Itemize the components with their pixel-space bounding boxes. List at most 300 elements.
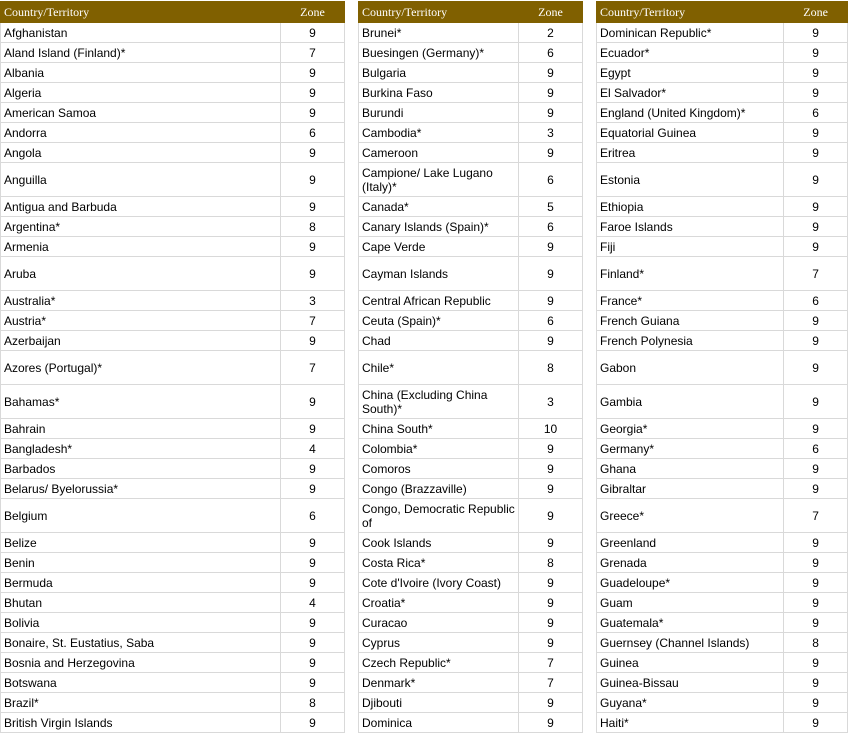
table-row <box>359 499 583 533</box>
zone-cell: 9 <box>281 257 345 291</box>
country-cell: Guinea <box>597 653 784 673</box>
zone-cell: 6 <box>519 217 583 237</box>
zone-cell: 9 <box>519 291 583 311</box>
table-row <box>359 123 583 143</box>
zone-cell: 9 <box>784 479 848 499</box>
country-cell: Cape Verde <box>359 237 519 257</box>
table-row <box>597 123 848 143</box>
table-row <box>597 613 848 633</box>
zone-cell: 9 <box>784 459 848 479</box>
zone-cell: 9 <box>281 573 345 593</box>
zone-cell: 9 <box>519 257 583 291</box>
country-cell: Cyprus <box>359 633 519 653</box>
table-row <box>1 573 345 593</box>
zone-cell: 6 <box>519 43 583 63</box>
table-row <box>1 713 345 733</box>
country-cell: Andorra <box>1 123 281 143</box>
zone-cell: 7 <box>281 43 345 63</box>
table-header-row <box>359 2 583 23</box>
table-row <box>359 385 583 419</box>
country-cell: Central African Republic <box>359 291 519 311</box>
zone-cell: 9 <box>784 351 848 385</box>
country-cell: Bermuda <box>1 573 281 593</box>
country-cell: French Guiana <box>597 311 784 331</box>
table-row <box>1 459 345 479</box>
country-cell: Croatia* <box>359 593 519 613</box>
zone-column-header: Zone <box>519 2 583 23</box>
zone-cell: 9 <box>784 419 848 439</box>
zone-cell: 9 <box>784 237 848 257</box>
zone-cell: 6 <box>784 291 848 311</box>
zone-cell: 9 <box>519 593 583 613</box>
country-cell: Guinea-Bissau <box>597 673 784 693</box>
zone-cell: 9 <box>784 331 848 351</box>
zone-cell: 9 <box>784 673 848 693</box>
zone-cell: 9 <box>784 613 848 633</box>
country-cell: Aland Island (Finland)* <box>1 43 281 63</box>
country-cell: Armenia <box>1 237 281 257</box>
country-cell: Guatemala* <box>597 613 784 633</box>
country-cell: Eritrea <box>597 143 784 163</box>
table-row <box>1 419 345 439</box>
table-row <box>359 83 583 103</box>
table-row <box>597 573 848 593</box>
country-cell: Gabon <box>597 351 784 385</box>
country-cell: Canada* <box>359 197 519 217</box>
table-row <box>359 633 583 653</box>
table-row <box>597 291 848 311</box>
table-row <box>597 633 848 653</box>
table-row <box>597 499 848 533</box>
zone-cell: 9 <box>519 633 583 653</box>
zone-cell: 9 <box>281 197 345 217</box>
zone-cell: 9 <box>519 459 583 479</box>
country-cell: Australia* <box>1 291 281 311</box>
zone-cell: 9 <box>281 653 345 673</box>
zone-cell: 6 <box>784 439 848 459</box>
zone-table <box>596 1 848 733</box>
zone-cell: 6 <box>784 103 848 123</box>
zone-cell: 9 <box>784 593 848 613</box>
country-cell: Benin <box>1 553 281 573</box>
table-row <box>1 163 345 197</box>
zone-cell: 7 <box>784 499 848 533</box>
country-cell: Georgia* <box>597 419 784 439</box>
country-column-header: Country/Territory <box>359 2 519 23</box>
table-row <box>597 653 848 673</box>
zone-cell: 9 <box>784 533 848 553</box>
country-cell: Belize <box>1 533 281 553</box>
zone-table-column-1 <box>0 1 345 733</box>
table-row <box>1 593 345 613</box>
zone-cell: 9 <box>784 311 848 331</box>
country-cell: American Samoa <box>1 103 281 123</box>
country-cell: Brunei* <box>359 23 519 43</box>
table-row <box>359 479 583 499</box>
zone-cell: 9 <box>281 673 345 693</box>
country-cell: Bonaire, St. Eustatius, Saba <box>1 633 281 653</box>
country-cell: China South* <box>359 419 519 439</box>
table-row <box>1 479 345 499</box>
zone-cell: 10 <box>519 419 583 439</box>
zone-cell: 7 <box>281 311 345 331</box>
zone-cell: 9 <box>784 553 848 573</box>
table-row <box>359 693 583 713</box>
table-row <box>1 439 345 459</box>
table-row <box>1 197 345 217</box>
zone-cell: 9 <box>784 713 848 733</box>
country-cell: Dominican Republic* <box>597 23 784 43</box>
table-row <box>359 713 583 733</box>
country-cell: Aruba <box>1 257 281 291</box>
country-cell: Dominica <box>359 713 519 733</box>
country-column-header: Country/Territory <box>597 2 784 23</box>
country-cell: Austria* <box>1 311 281 331</box>
table-row <box>597 217 848 237</box>
zone-cell: 8 <box>784 633 848 653</box>
country-cell: China (Excluding China South)* <box>359 385 519 419</box>
country-cell: Antigua and Barbuda <box>1 197 281 217</box>
table-row <box>597 459 848 479</box>
zone-cell: 9 <box>281 83 345 103</box>
country-cell: Albania <box>1 63 281 83</box>
country-cell: Fiji <box>597 237 784 257</box>
zone-cell: 8 <box>281 693 345 713</box>
zone-cell: 9 <box>519 613 583 633</box>
table-row <box>597 163 848 197</box>
table-row <box>359 291 583 311</box>
country-cell: Bhutan <box>1 593 281 613</box>
table-row <box>1 351 345 385</box>
zone-table-column-2 <box>358 1 583 733</box>
country-cell: England (United Kingdom)* <box>597 103 784 123</box>
zone-cell: 9 <box>784 123 848 143</box>
table-row <box>1 653 345 673</box>
zone-cell: 9 <box>519 237 583 257</box>
country-cell: Comoros <box>359 459 519 479</box>
table-row <box>1 331 345 351</box>
zone-table <box>0 1 345 733</box>
table-row <box>359 23 583 43</box>
country-cell: Guadeloupe* <box>597 573 784 593</box>
zone-cell: 9 <box>519 439 583 459</box>
zone-cell: 9 <box>281 385 345 419</box>
table-row <box>359 103 583 123</box>
country-cell: Congo, Democratic Republic of <box>359 499 519 533</box>
zone-cell: 9 <box>784 143 848 163</box>
table-row <box>359 257 583 291</box>
country-column-header: Country/Territory <box>1 2 281 23</box>
zone-cell: 9 <box>519 331 583 351</box>
zone-column-header: Zone <box>784 2 848 23</box>
zone-cell: 8 <box>519 553 583 573</box>
country-cell: Buesingen (Germany)* <box>359 43 519 63</box>
table-row <box>359 163 583 197</box>
table-row <box>359 593 583 613</box>
table-row <box>359 419 583 439</box>
table-row <box>597 593 848 613</box>
zone-cell: 9 <box>784 197 848 217</box>
country-cell: Guernsey (Channel Islands) <box>597 633 784 653</box>
table-row <box>1 613 345 633</box>
zone-cell: 7 <box>519 653 583 673</box>
table-row <box>597 479 848 499</box>
table-header-row <box>597 2 848 23</box>
zone-cell: 6 <box>281 499 345 533</box>
table-row <box>359 351 583 385</box>
zone-cell: 9 <box>784 385 848 419</box>
zone-column-header: Zone <box>281 2 345 23</box>
table-row <box>1 499 345 533</box>
country-cell: Equatorial Guinea <box>597 123 784 143</box>
table-row <box>1 83 345 103</box>
country-cell: Greenland <box>597 533 784 553</box>
zone-cell: 9 <box>784 573 848 593</box>
table-row <box>1 693 345 713</box>
table-row <box>597 197 848 217</box>
zone-cell: 9 <box>784 63 848 83</box>
table-row <box>359 197 583 217</box>
zone-cell: 9 <box>519 63 583 83</box>
zone-cell: 3 <box>519 123 583 143</box>
table-row <box>597 533 848 553</box>
table-row <box>1 63 345 83</box>
zone-cell: 9 <box>519 573 583 593</box>
country-cell: Burundi <box>359 103 519 123</box>
zone-cell: 9 <box>281 459 345 479</box>
country-cell: Gambia <box>597 385 784 419</box>
zone-cell: 5 <box>519 197 583 217</box>
country-cell: Estonia <box>597 163 784 197</box>
zone-cell: 9 <box>281 63 345 83</box>
country-cell: Cambodia* <box>359 123 519 143</box>
zone-cell: 2 <box>519 23 583 43</box>
country-cell: Belarus/ Byelorussia* <box>1 479 281 499</box>
country-cell: France* <box>597 291 784 311</box>
country-cell: Congo (Brazzaville) <box>359 479 519 499</box>
country-cell: Gibraltar <box>597 479 784 499</box>
country-cell: Botswana <box>1 673 281 693</box>
table-row <box>359 143 583 163</box>
table-row <box>359 553 583 573</box>
table-row <box>359 43 583 63</box>
table-row <box>1 311 345 331</box>
zone-table <box>358 1 583 733</box>
table-row <box>359 237 583 257</box>
country-cell: Germany* <box>597 439 784 459</box>
zone-cell: 9 <box>281 103 345 123</box>
table-row <box>597 257 848 291</box>
country-cell: Burkina Faso <box>359 83 519 103</box>
zone-table-column-3 <box>596 1 848 733</box>
zone-cell: 9 <box>519 499 583 533</box>
table-row <box>597 103 848 123</box>
country-cell: Azores (Portugal)* <box>1 351 281 385</box>
country-cell: Egypt <box>597 63 784 83</box>
zone-cell: 9 <box>784 43 848 63</box>
zone-cell: 4 <box>281 439 345 459</box>
country-cell: Bolivia <box>1 613 281 633</box>
zone-cell: 9 <box>519 713 583 733</box>
zone-cell: 3 <box>519 385 583 419</box>
country-cell: Czech Republic* <box>359 653 519 673</box>
table-row <box>1 257 345 291</box>
zone-cell: 9 <box>784 693 848 713</box>
table-row <box>597 693 848 713</box>
table-row <box>1 633 345 653</box>
table-row <box>597 311 848 331</box>
zone-cell: 9 <box>784 653 848 673</box>
table-row <box>597 713 848 733</box>
table-row <box>359 533 583 553</box>
country-cell: Canary Islands (Spain)* <box>359 217 519 237</box>
table-row <box>1 673 345 693</box>
country-cell: Bosnia and Herzegovina <box>1 653 281 673</box>
table-row <box>597 419 848 439</box>
zone-cell: 9 <box>281 419 345 439</box>
country-cell: Brazil* <box>1 693 281 713</box>
table-row <box>597 351 848 385</box>
country-cell: El Salvador* <box>597 83 784 103</box>
zone-cell: 3 <box>281 291 345 311</box>
table-row <box>359 217 583 237</box>
zone-cell: 8 <box>519 351 583 385</box>
country-cell: Grenada <box>597 553 784 573</box>
table-row <box>1 103 345 123</box>
table-row <box>1 237 345 257</box>
country-cell: Ecuador* <box>597 43 784 63</box>
table-row <box>1 43 345 63</box>
country-cell: Barbados <box>1 459 281 479</box>
country-cell: Haiti* <box>597 713 784 733</box>
table-row <box>1 123 345 143</box>
table-row <box>1 553 345 573</box>
country-cell: Bahamas* <box>1 385 281 419</box>
zone-cell: 9 <box>281 331 345 351</box>
country-cell: Cote d'Ivoire (Ivory Coast) <box>359 573 519 593</box>
zone-cell: 9 <box>784 163 848 197</box>
table-row <box>597 43 848 63</box>
country-cell: Faroe Islands <box>597 217 784 237</box>
zone-cell: 9 <box>281 633 345 653</box>
country-cell: British Virgin Islands <box>1 713 281 733</box>
table-row <box>1 143 345 163</box>
country-cell: Ethiopia <box>597 197 784 217</box>
country-cell: Denmark* <box>359 673 519 693</box>
zone-cell: 9 <box>519 533 583 553</box>
country-cell: Ghana <box>597 459 784 479</box>
table-row <box>597 143 848 163</box>
table-row <box>1 23 345 43</box>
table-row <box>597 385 848 419</box>
country-cell: Colombia* <box>359 439 519 459</box>
table-row <box>359 63 583 83</box>
country-cell: Finland* <box>597 257 784 291</box>
country-cell: Bangladesh* <box>1 439 281 459</box>
zone-cell: 9 <box>281 713 345 733</box>
country-cell: Bahrain <box>1 419 281 439</box>
zone-cell: 8 <box>281 217 345 237</box>
country-cell: Afghanistan <box>1 23 281 43</box>
zone-cell: 7 <box>281 351 345 385</box>
zone-cell: 9 <box>519 479 583 499</box>
zone-cell: 9 <box>281 613 345 633</box>
table-row <box>597 331 848 351</box>
country-cell: Greece* <box>597 499 784 533</box>
country-cell: Chad <box>359 331 519 351</box>
country-cell: Djibouti <box>359 693 519 713</box>
country-cell: Curacao <box>359 613 519 633</box>
table-row <box>1 533 345 553</box>
table-row <box>597 553 848 573</box>
country-cell: Algeria <box>1 83 281 103</box>
zone-cell: 9 <box>784 23 848 43</box>
zone-cell: 9 <box>784 217 848 237</box>
country-cell: Cameroon <box>359 143 519 163</box>
country-cell: Belgium <box>1 499 281 533</box>
zone-cell: 9 <box>519 103 583 123</box>
table-row <box>1 291 345 311</box>
table-row <box>1 385 345 419</box>
table-row <box>359 613 583 633</box>
table-row <box>359 311 583 331</box>
table-row <box>359 573 583 593</box>
table-row <box>597 23 848 43</box>
table-row <box>359 653 583 673</box>
table-header-row <box>1 2 345 23</box>
country-cell: Cayman Islands <box>359 257 519 291</box>
country-cell: Chile* <box>359 351 519 385</box>
country-cell: Costa Rica* <box>359 553 519 573</box>
zone-cell: 9 <box>519 143 583 163</box>
country-cell: Ceuta (Spain)* <box>359 311 519 331</box>
zone-cell: 9 <box>784 83 848 103</box>
zone-cell: 9 <box>281 533 345 553</box>
zone-cell: 6 <box>519 163 583 197</box>
zone-cell: 7 <box>519 673 583 693</box>
zone-cell: 9 <box>281 143 345 163</box>
country-cell: Azerbaijan <box>1 331 281 351</box>
zone-cell: 9 <box>281 23 345 43</box>
zone-cell: 6 <box>519 311 583 331</box>
country-cell: Argentina* <box>1 217 281 237</box>
zone-cell: 9 <box>519 693 583 713</box>
zone-cell: 6 <box>281 123 345 143</box>
table-row <box>359 331 583 351</box>
zone-cell: 9 <box>281 553 345 573</box>
country-cell: Anguilla <box>1 163 281 197</box>
table-row <box>597 63 848 83</box>
table-row <box>597 673 848 693</box>
country-cell: Guyana* <box>597 693 784 713</box>
table-row <box>359 459 583 479</box>
table-row <box>597 83 848 103</box>
table-row <box>597 237 848 257</box>
zone-cell: 4 <box>281 593 345 613</box>
country-cell: Angola <box>1 143 281 163</box>
country-cell: Guam <box>597 593 784 613</box>
country-cell: French Polynesia <box>597 331 784 351</box>
zone-cell: 9 <box>281 479 345 499</box>
zone-cell: 7 <box>784 257 848 291</box>
zone-cell: 9 <box>281 237 345 257</box>
table-row <box>359 673 583 693</box>
table-row <box>359 439 583 459</box>
country-cell: Campione/ Lake Lugano (Italy)* <box>359 163 519 197</box>
country-cell: Bulgaria <box>359 63 519 83</box>
country-cell: Cook Islands <box>359 533 519 553</box>
zone-cell: 9 <box>519 83 583 103</box>
